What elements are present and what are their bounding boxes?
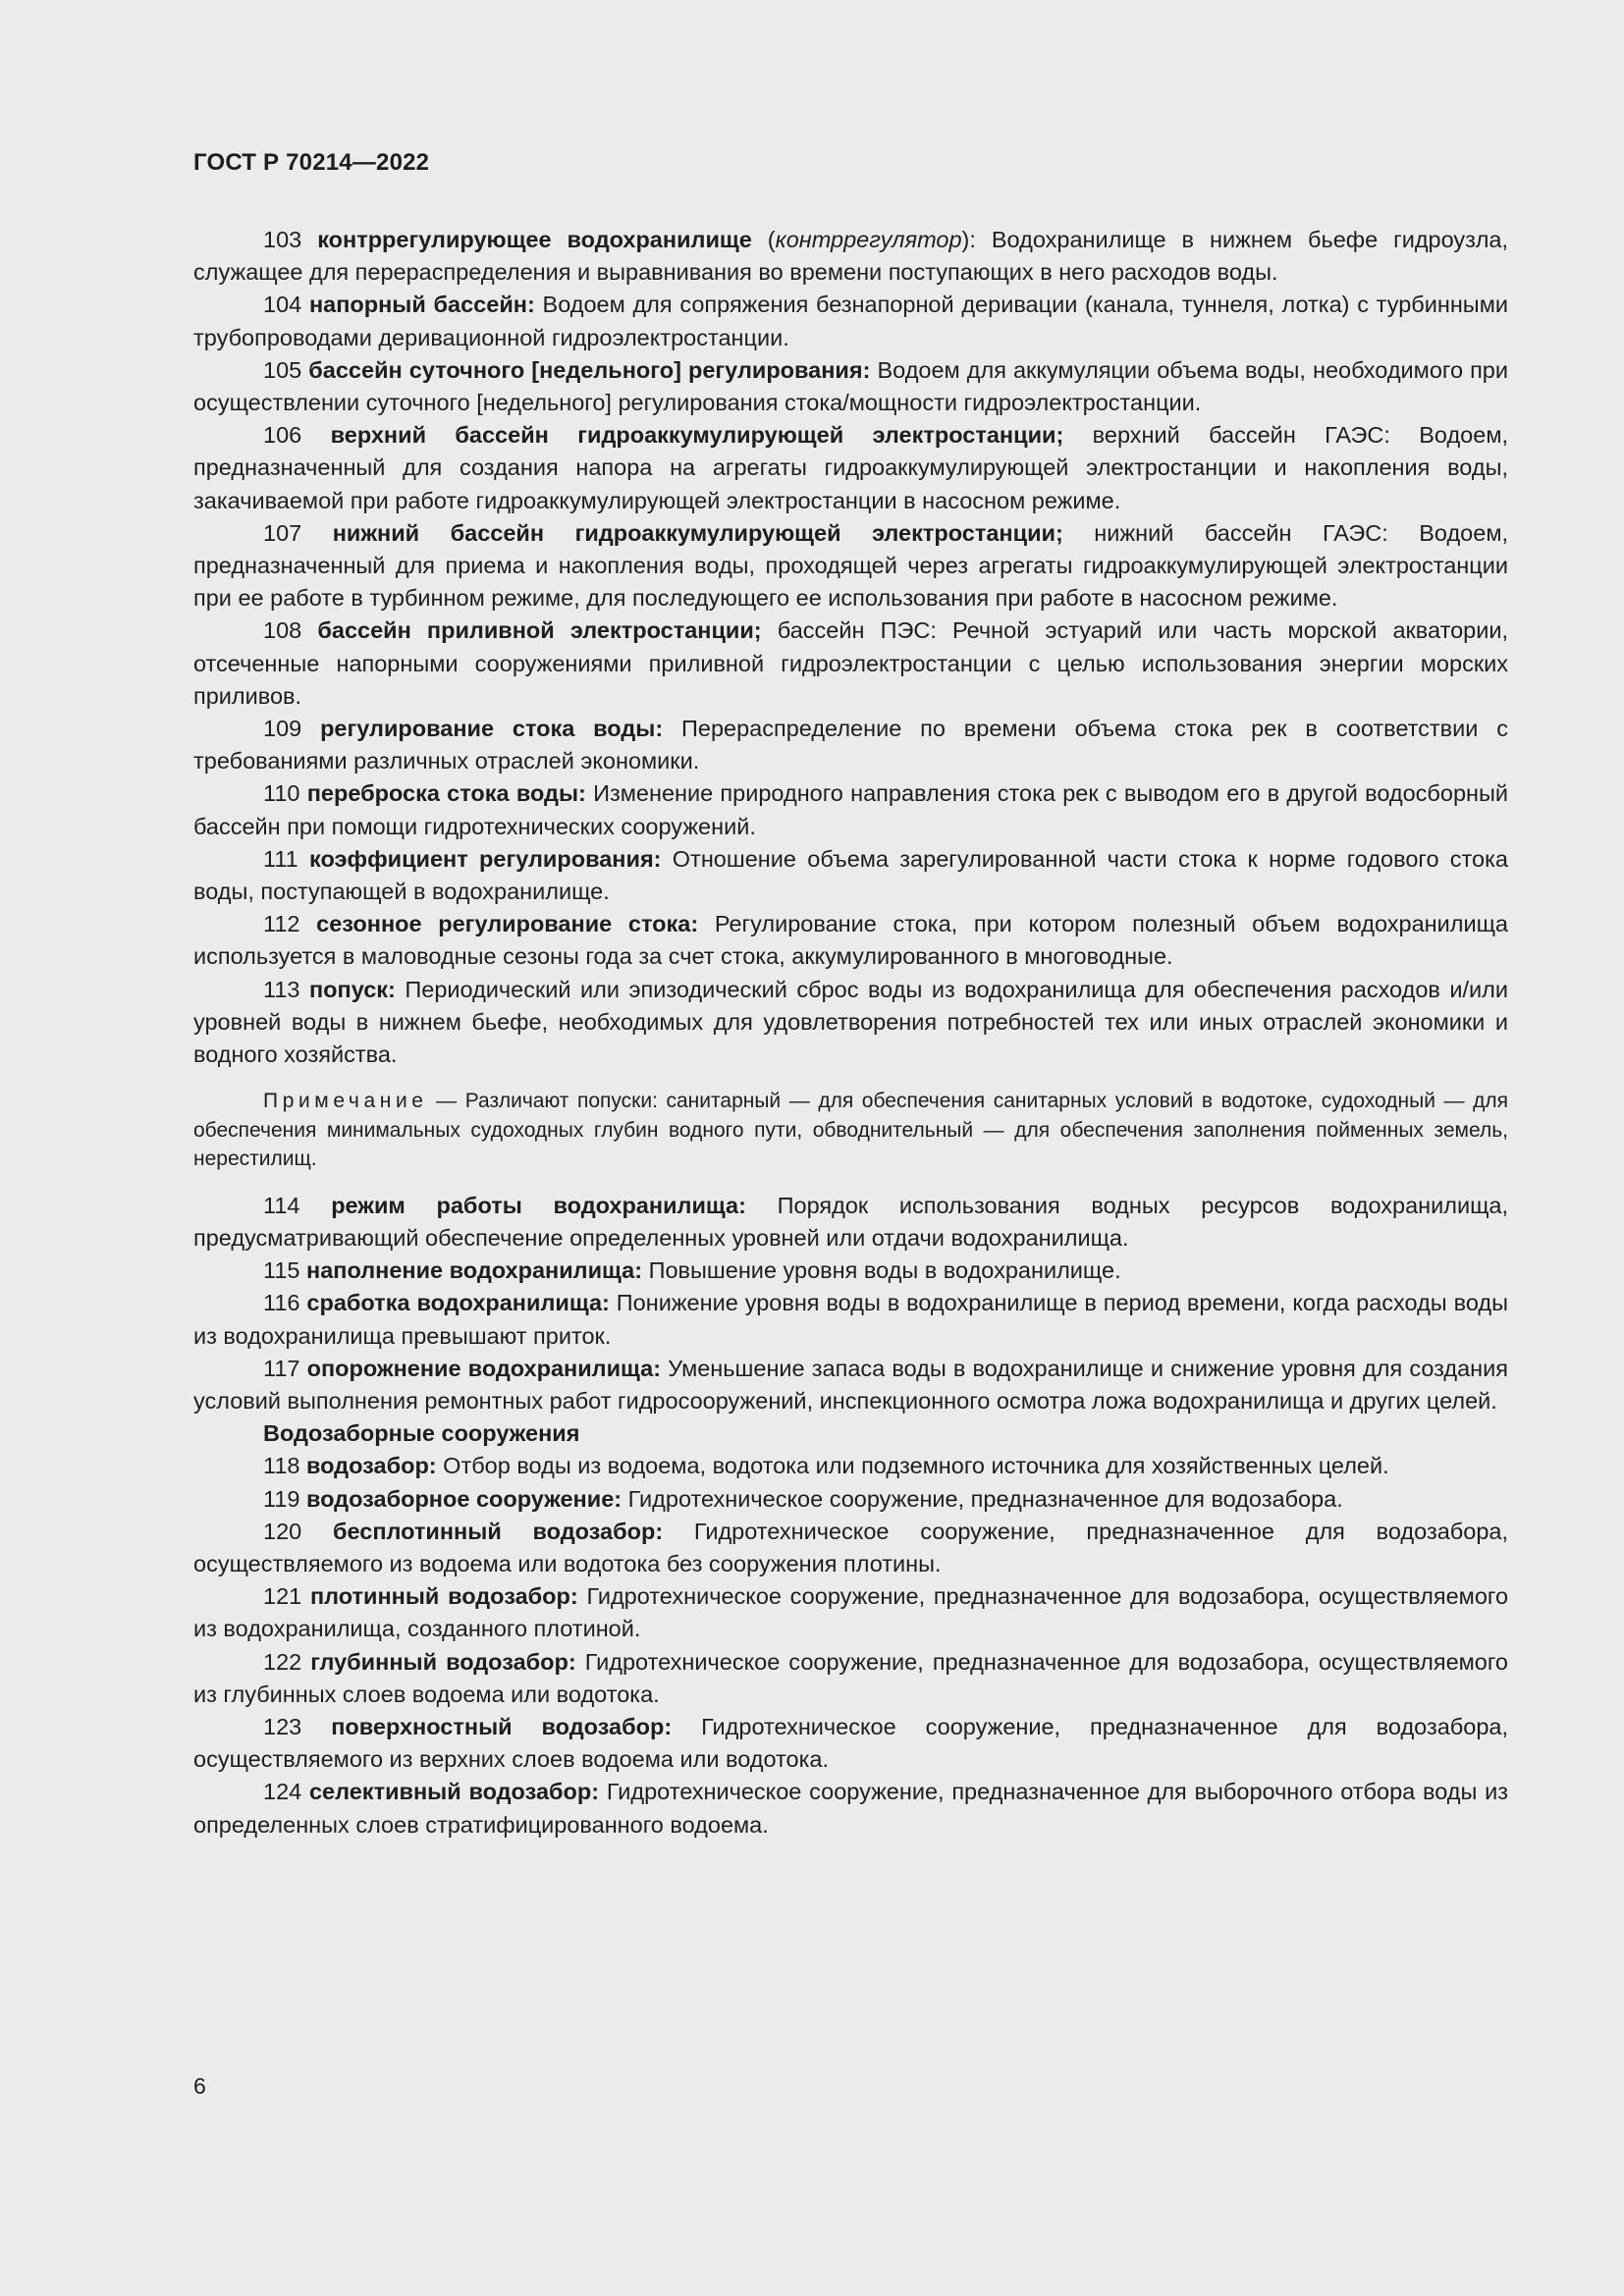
note-text: — Различают попуски: санитарный — для обеспечения санитарных условий в водотоке, судоходный — для обеспечения минимальных судоходных глубин водного пути, обводнительный — для обеспечения заполнения пойменных земель, нерестилищ. [193,1090,1508,1171]
entry-definition: Гидротехническое сооружение, предназначенное для водозабора, осуществляемого из верхних слоев водоема или водотока. [193,1714,1509,1773]
entry-term: селективный водозабор: [308,1779,600,1805]
entry-number: 114 [263,1192,300,1218]
entry-term: верхний бассейн гидроаккумулирующей электростанции; [330,422,1064,449]
entry-definition: Повышение уровня воды в водохранилище. [642,1257,1121,1284]
entry-number: 124 [263,1779,302,1805]
term-entry-120 [193,1516,1508,1580]
term-entry-115 [193,1255,1508,1287]
entry-number: 123 [263,1714,302,1740]
entry-definition: Изменение природного направления стока рек с выводом его в другой водосборный бассейн при помощи гидротехнических сооружений. [193,780,1509,839]
entry-definition: Регулирование стока, при котором полезный объем водохранилища используется в маловодные сезоны года за счет стока, аккумулированного в многоводные. [193,911,1508,970]
entry-term: режим работы водохранилища: [331,1192,746,1218]
entry-number: 116 [263,1290,300,1316]
entry-term: нижний бассейн гидроаккумулирующей электростанции; [332,519,1063,546]
entry-term: поверхностный водозабор: [331,1714,673,1740]
page-number: 6 [193,2073,206,2099]
entry-term: коэффициент регулирования: [309,845,662,872]
entry-definition: Понижение уровня воды в водохранилище в период времени, когда расходы воды из водохранилища превышают приток. [193,1290,1508,1349]
entry-term: сезонное регулирование стока: [316,911,699,937]
term-entry-116 [193,1287,1508,1352]
entry-number: 120 [263,1518,302,1544]
term-entry-112 [193,908,1508,973]
entry-definition: Отношение объема зарегулированной части стока к норме годового стока воды, поступающей в водохранилище. [193,845,1508,905]
entry-definition: Водохранилище в нижнем бьефе гидроузла, служащее для перераспределения и выравнивания во времени поступающих в него расходов воды. [193,227,1508,286]
term-entry-109 [193,713,1508,777]
term-entry-114 [193,1190,1508,1255]
entry-number: 108 [263,617,302,644]
entry-term: плотинный водозабор: [309,1583,578,1610]
entry-number: 110 [263,780,300,807]
entry-number: 113 [263,976,300,1002]
entry-number: 107 [263,519,302,546]
entry-number: 117 [263,1355,300,1381]
document-header: ГОСТ Р 70214—2022 [193,149,430,176]
entry-number: 109 [263,716,302,742]
entry-number: 112 [263,911,300,937]
entry-punct: ): [961,227,992,252]
term-entry-119 [193,1483,1508,1516]
entry-number: 111 [263,845,298,872]
term-entry-124 [193,1776,1508,1841]
entry-term: наполнение водохранилища: [306,1257,643,1284]
term-entry-108 [193,614,1508,713]
entry-synonym: контррегулятор [775,227,962,252]
entry-term: глубинный водозабор: [310,1648,576,1675]
term-entry-121 [193,1580,1508,1645]
entry-definition: Отбор воды из водоема, водотока или подземного источника для хозяйственных целей. [436,1453,1389,1479]
entry-number: 105 [263,356,302,383]
entry-term: бассейн приливной электростанции; [317,617,762,644]
term-entry-123 [193,1711,1508,1776]
entry-number: 121 [263,1583,302,1610]
term-entry-107 [193,517,1508,615]
entry-number: 119 [263,1485,300,1512]
entry-term: контррегулирующее водохранилище [317,227,752,252]
entry-term: водозаборное сооружение: [306,1485,623,1512]
note-label: Примечание [263,1090,428,1113]
entry-definition: нижний бассейн ГАЭС: Водоем, предназначенный для приема и накопления воды, проходящей через агрегаты гидроаккумулирующей электростанции при ее работе в турбинном режиме, для последующего ее использования при работе в насосном режиме. [193,519,1509,612]
entry-definition: Гидротехническое сооружение, предназначенное для водозабора, осуществляемого из водоема или водотока без сооружения плотины. [193,1518,1508,1577]
entry-term: опорожнение водохранилища: [306,1355,662,1381]
entry-definition: бассейн ПЭС: Речной эстуарий или часть морской акватории, отсеченные напорными сооружениями приливной гидроэлектростанции с целью использования энергии морских приливов. [193,617,1509,709]
term-entry-106 [193,419,1508,517]
entry-number: 122 [263,1648,302,1675]
entry-definition: Водоем для аккумуляции объема воды, необходимого при осуществлении суточного [недельного] регулирования стока/мощности гидроэлектростанции. [193,356,1508,416]
term-entry-110 [193,777,1508,842]
section-subheading: Водозаборные сооружения [263,1420,580,1447]
term-entry-105 [193,354,1508,419]
entry-term: бассейн суточного [недельного] регулирования: [308,356,871,383]
entry-definition: верхний бассейн ГАЭС: Водоем, предназначенный для создания напора на агрегаты гидроаккумулирующей электростанции и накопления воды, закачиваемой при работе гидроаккумулирующей электростанции в насосном режиме. [193,422,1509,513]
entry-punct: ( [751,227,776,252]
entry-definition: Гидротехническое сооружение, предназначенное для водозабора. [622,1485,1343,1512]
entry-definition: Водоем для сопряжения безнапорной деривации (канала, туннеля, лотка) с турбинными трубопроводами деривационной гидроэлектростанции. [193,292,1508,350]
entry-number: 106 [263,422,302,449]
note-paragraph [193,1087,1508,1174]
entry-term: напорный бассейн: [308,292,535,318]
entry-definition: Гидротехническое сооружение, предназначенное для водозабора, осуществляемого из глубинных слоев водоема или водотока. [193,1648,1509,1707]
entry-number: 115 [263,1257,300,1284]
entry-definition: Порядок использования водных ресурсов водохранилища, предусматривающий обеспечение определенных уровней или отдачи водохранилища. [193,1192,1509,1251]
entry-definition: Гидротехническое сооружение, предназначенное для выборочного отбора воды из определенных слоев стратифицированного водоема. [193,1779,1508,1838]
entry-term: водозабор: [306,1453,437,1479]
entry-term: попуск: [308,976,396,1002]
entry-number: 104 [263,292,302,318]
entry-definition: Гидротехническое сооружение, предназначенное для водозабора, осуществляемого из водохранилища, созданного плотиной. [193,1583,1509,1642]
term-entry-103 [193,224,1508,289]
term-entry-104 [193,289,1508,353]
entry-definition: Периодический или эпизодический сброс воды из водохранилища для обеспечения расходов и/или уровней воды в нижнем бьефе, необходимых для удовлетворения потребностей тех или иных отраслей экономики и водного хозяйства. [193,976,1508,1068]
term-entry-118 [193,1450,1508,1482]
entry-number: 103 [263,227,302,252]
entry-definition: Уменьшение запаса воды в водохранилище и снижение уровня для создания условий выполнения ремонтных работ гидросооружений, инспекционного осмотра ложа водохранилища и других целей. [193,1355,1509,1414]
entry-term: бесплотинный водозабор: [332,1518,664,1544]
entry-term: регулирование стока воды: [320,716,664,742]
entry-number: 118 [263,1453,300,1479]
term-entry-117 [193,1353,1508,1417]
entry-definition: Перераспределение по времени объема стока рек в соответствии с требованиями различных отраслей экономики. [193,716,1508,774]
document-body [193,224,1508,1842]
entry-term: сработка водохранилища: [306,1290,610,1316]
entry-term: переброска стока воды: [306,780,586,807]
term-entry-111 [193,843,1508,908]
term-entry-113 [193,974,1508,1072]
term-entry-122 [193,1646,1508,1711]
